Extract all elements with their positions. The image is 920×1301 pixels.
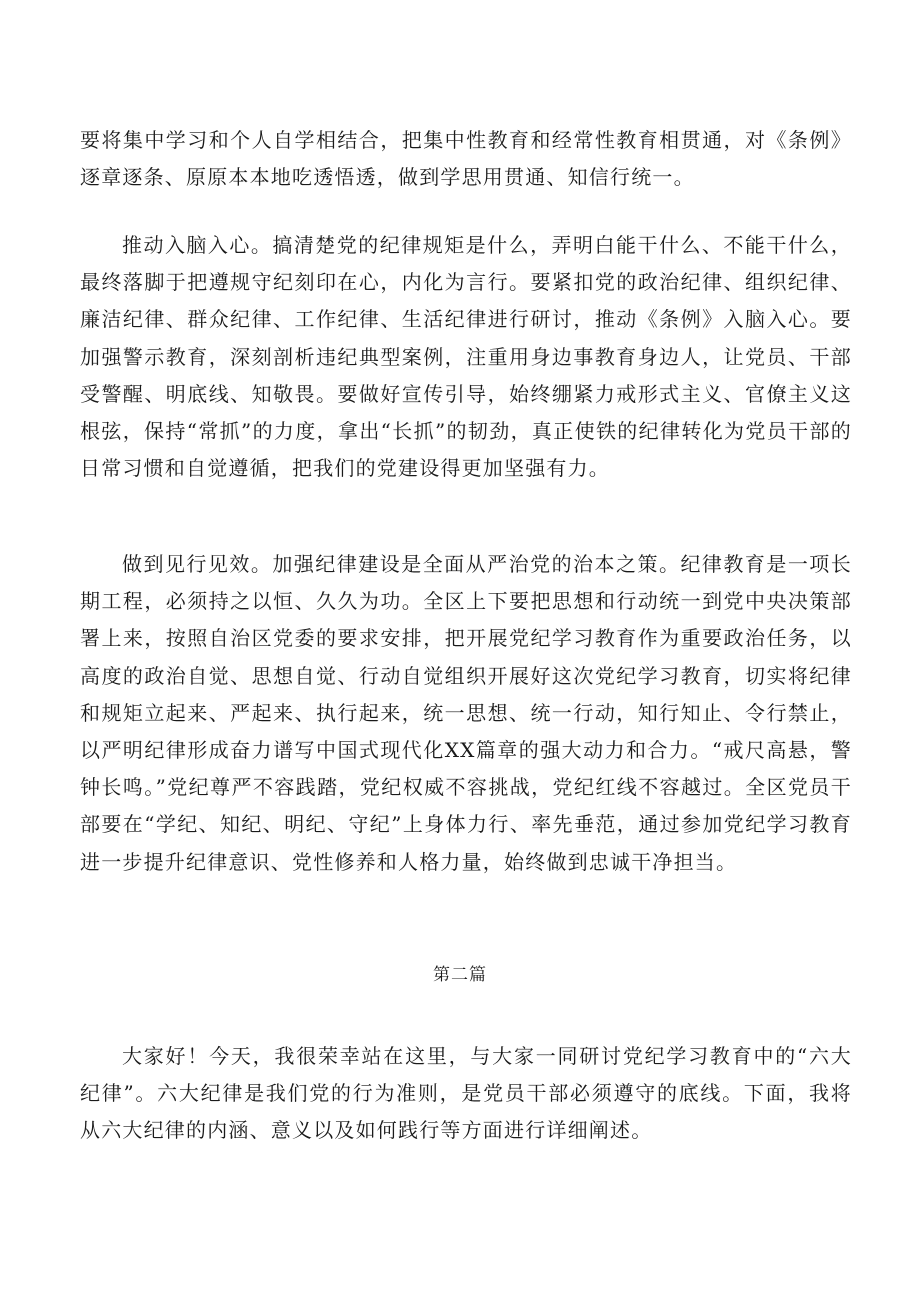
- paragraph-continued: 要将集中学习和个人自学相结合，把集中性教育和经常性教育相贯通，对《条例》逐章逐条、原原本本地吃透悟透，做到学思用贯通、知信行统一。: [80, 128, 852, 190]
- paragraph-internalize: 推动入脑入心。搞清楚党的纪律规矩是什么，弄明白能干什么、不能干什么，最终落脚于把遵规守纪刻印在心，内化为言行。要紧扣党的政治纪律、组织纪律、廉洁纪律、群众纪律、工作纪律、生活纪律进行研讨，推动《条例》入脑入心。要加强警示教育，深刻剖析违纪典型案例，注重用身边事教育身边人，让党员、干部受警醒、明底线、知敬畏。要做好宣传引导，始终绷紧力戒形式主义、官僚主义这根弦，保持“常抓”的力度，拿出“长抓”的韧劲，真正使铁的纪律转化为党员干部的日常习惯和自觉遵循，把我们的党建设得更加坚强有力。: [80, 233, 852, 481]
- paragraph-effectiveness: 做到见行见效。加强纪律建设是全面从严治党的治本之策。纪律教育是一项长期工程，必须持之以恒、久久为功。全区上下要把思想和行动统一到党中央决策部署上来，按照自治区党委的要求安排，把开展党纪学习教育作为重要政治任务，以高度的政治自觉、思想自觉、行动自觉组织开展好这次党纪学习教育，切实将纪律和规矩立起来、严起来、执行起来，统一思想、统一行动，知行知止、令行禁止，以严明纪律形成奋力谱写中国式现代化XX篇章的强大动力和合力。“戒尺高悬，警钟长鸣。”党纪尊严不容践踏，党纪权威不容挑战，党纪红线不容越过。全区党员干部要在“学纪、知纪、明纪、守纪”上身体力行、率先垂范，通过参加党纪学习教育进一步提升纪律意识、党性修养和人格力量，始终做到忠诚干净担当。: [80, 552, 852, 874]
- section-heading: 第二篇: [433, 965, 487, 985]
- paragraph-greeting: 大家好！今天，我很荣幸站在这里，与大家一同研讨党纪学习教育中的“六大纪律”。六大纪律是我们党的行为准则，是党员干部必须遵守的底线。下面，我将从六大纪律的内涵、意义以及如何践行等方面进行详细阐述。: [80, 1044, 852, 1143]
